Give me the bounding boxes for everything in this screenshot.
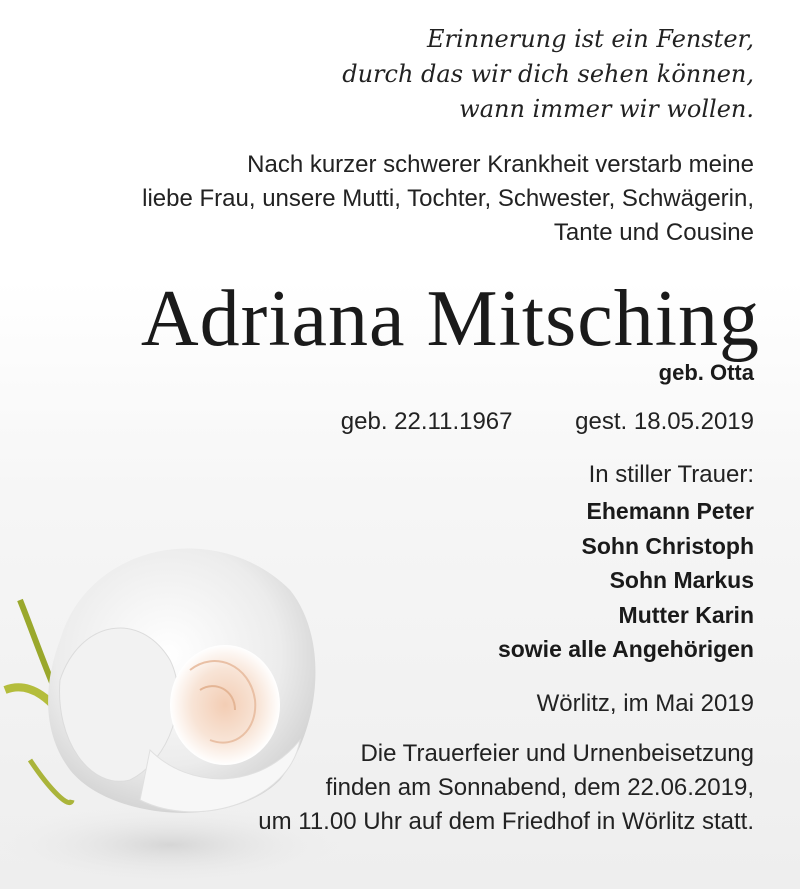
maiden-name: geb. Otta — [658, 360, 754, 385]
memorial-quote — [342, 22, 754, 127]
death-announcement — [142, 148, 754, 250]
quote-line: wann immer wir wollen. — [459, 95, 754, 123]
quote-line: Erinnerung ist ein Fenster, — [426, 25, 754, 53]
funeral-info — [258, 737, 754, 839]
death-date: gest. 18.05.2019 — [575, 408, 754, 435]
mourner: Mutter Karin — [618, 601, 754, 628]
place-date: Wörlitz, im Mai 2019 — [536, 690, 754, 717]
intro-line: Tante und Cousine — [553, 219, 754, 246]
mourner: Sohn Markus — [609, 567, 754, 593]
mourners-list — [498, 494, 754, 667]
funeral-line: Die Trauerfeier und Urnenbeisetzung — [360, 740, 754, 767]
mourner: Ehemann Peter — [586, 498, 754, 524]
life-dates — [341, 408, 754, 436]
intro-line: liebe Frau, unsere Mutti, Tochter, Schwester, Schwägerin, — [142, 185, 754, 212]
mourner: Sohn Christoph — [581, 532, 754, 559]
funeral-line: um 11.00 Uhr auf dem Friedhof in Wörlitz statt. — [258, 808, 754, 835]
funeral-line: finden am Sonnabend, dem 22.06.2019, — [325, 774, 754, 801]
deceased-name: Adriana Mitsching — [140, 275, 760, 363]
intro-line: Nach kurzer schwerer Krankheit verstarb meine — [247, 151, 754, 178]
mourning-heading: In stiller Trauer: — [588, 461, 754, 488]
quote-line: durch das wir dich sehen können, — [342, 60, 754, 88]
birth-date: geb. 22.11.1967 — [340, 408, 513, 435]
mourner: sowie alle Angehörigen — [497, 636, 754, 662]
